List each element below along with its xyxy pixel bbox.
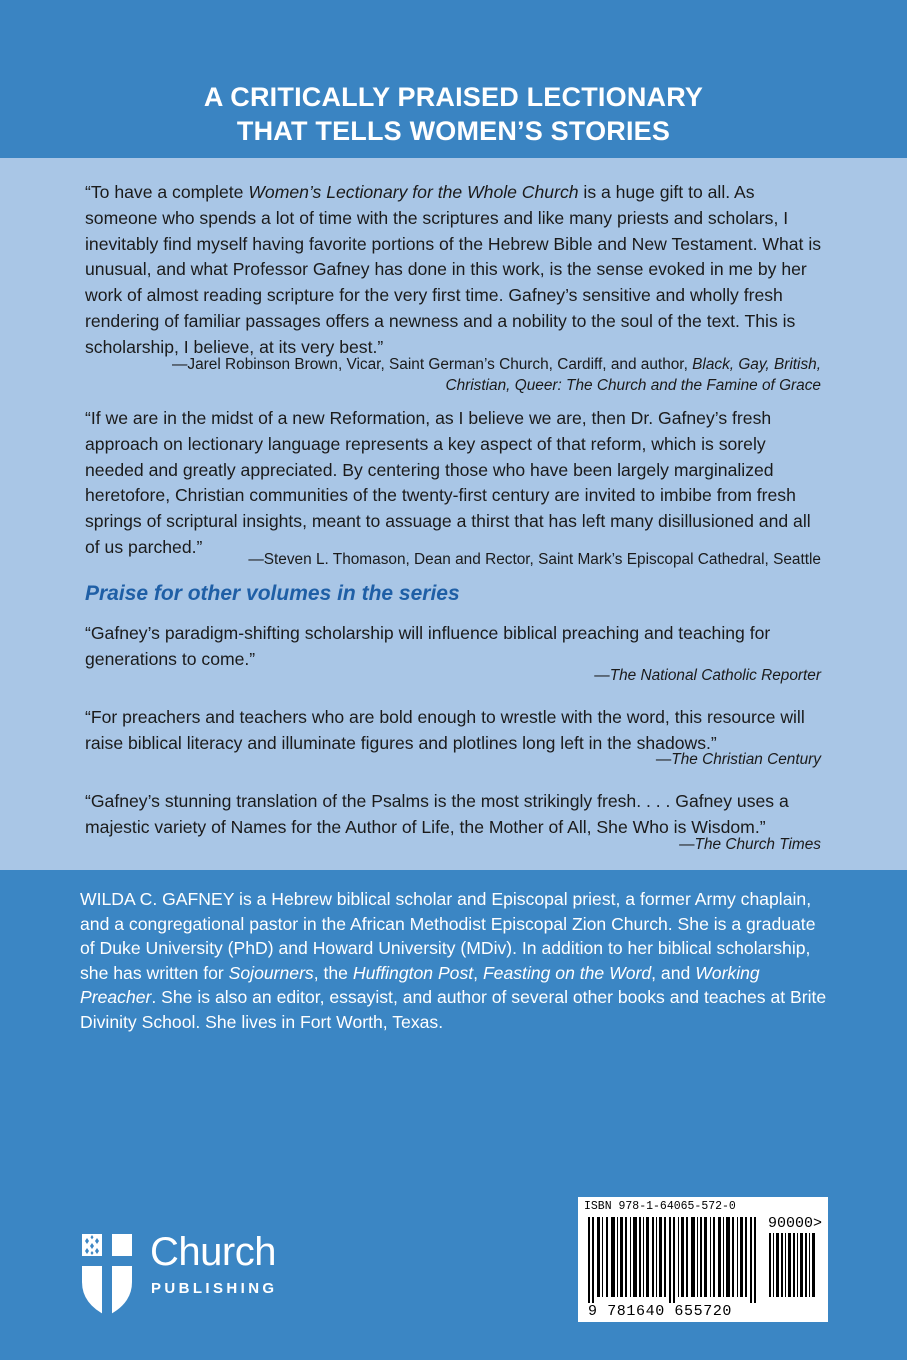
series-quote-1-dash: —: [594, 667, 610, 684]
quote-1: [85, 180, 825, 361]
bio-italic-2: Huffington Post: [352, 962, 474, 983]
bio-italic-3: Feasting on the Word: [482, 962, 652, 983]
series-quote-2-source: The Christian Century: [671, 751, 821, 768]
episcopal-shield-icon: [80, 1232, 134, 1318]
series-quote-1-source: The National Catholic Reporter: [609, 667, 821, 684]
headline-line-2: THAT TELLS WOMEN’S STORIES: [236, 116, 671, 146]
series-quote-3-source: The Church Times: [694, 836, 821, 853]
headline-line-1: A CRITICALLY PRAISED LECTIONARY: [203, 82, 704, 112]
price-barcode-bars: [768, 1233, 820, 1297]
quote-1-attribution-book-a: Black, Gay, British,: [692, 356, 821, 373]
price-marker: >: [813, 1215, 823, 1232]
bio-italic-1: Sojourners: [228, 962, 314, 983]
isbn-text: ISBN 978-1-64065-572-0: [584, 1200, 736, 1213]
series-quote-3-dash: —: [679, 836, 695, 853]
series-quote-2-dash: —: [655, 751, 672, 768]
series-quote-3: “Gafney’s stunning translation of the Psalms is the most strikingly fresh. . . . Gafney uses a majestic variety of Names for the Author of Life, the Mother of All, She Who is Wisdom.”: [85, 791, 789, 837]
quote-1-book-title: Women’s Lectionary for the Whole Church: [248, 182, 579, 202]
price-code: [768, 1215, 822, 1232]
quote-1-attribution: [85, 354, 821, 396]
headline: [0, 80, 907, 148]
series-quote-3-attribution: [85, 834, 821, 855]
quote-1-text-start: “To have a complete: [85, 182, 249, 202]
isbn-barcode: [578, 1197, 828, 1322]
bio-text-1: WILDA C. GAFNEY is a Hebrew biblical scholar and Episcopal priest, a former Army chaplain, and a congregational pastor in the African Methodist Episcopal Zion Church. She is a graduate of Duke University (PhD) and Howard University (MDiv). In addition to her biblical scholarship, she has written for: [80, 889, 816, 983]
series-quote-1: “Gafney’s paradigm-shifting scholarship will influence biblical preaching and teaching for generations to come.”: [85, 623, 771, 669]
publisher-name: Church: [150, 1230, 276, 1274]
ean-barcode-bars: [584, 1217, 764, 1303]
series-quote-1-attribution: [85, 665, 821, 686]
bio-text-5: . She is also an editor, essayist, and author of several other books and teaches at Brite Divinity School. She lives in Fort Worth, Texas.: [80, 987, 827, 1032]
ean-digits: 9 781640 655720: [588, 1303, 733, 1320]
bio-italic-4: Working Preacher: [80, 962, 760, 1008]
price-code-digits: 90000: [768, 1215, 814, 1232]
series-quote-2-attribution: [85, 749, 821, 770]
bio-text-4: , and: [651, 962, 696, 983]
quote-1-attribution-author: —Jarel Robinson Brown, Vicar, Saint German’s Church, Cardiff, and author,: [172, 356, 693, 373]
bio-text-2: , the: [313, 962, 353, 983]
quote-1-attribution-book-b: Christian, Queer: The Church and the Famine of Grace: [445, 377, 821, 394]
bio-text-3: ,: [473, 962, 483, 983]
quote-2-attribution: —Steven L. Thomason, Dean and Rector, Saint Mark’s Episcopal Cathedral, Seattle: [248, 551, 821, 568]
publisher-subtitle: PUBLISHING: [151, 1280, 278, 1297]
series-section-title: Praise for other volumes in the series: [85, 582, 460, 605]
quote-2: “If we are in the midst of a new Reformation, as I believe we are, then Dr. Gafney’s fresh approach on lectionary language represents a key aspect of that reform, which is sorely needed and greatly appreciated. By centering those who have been largely marginalized heretofore, Christian communities of the twenty-first century are invited to imbibe from fresh springs of scriptural insights, meant to assuage a thirst that has left many disillusioned and all of us parched.”: [85, 408, 811, 557]
quote-1-text-end: is a huge gift to all. As someone who spends a lot of time with the scriptures and like many priests and scholars, I inevitably find myself having favorite portions of the Hebrew Bible and New Testament. What is unusual, and what Professor Gafney has done in this work, is the sense evoked in me by her work of almost reading scripture for the very first time. Gafney’s sensitive and wholly fresh rendering of familiar passages offers a newness and a nobility to the soul of the text. This is scholarship, I believe, at its very best.”: [85, 182, 822, 357]
praise-panel: [0, 158, 907, 870]
author-bio: [80, 887, 830, 1035]
series-quote-2: “For preachers and teachers who are bold enough to wrestle with the word, this resource will raise biblical literacy and illuminate figures and plotlines long left in the shadows.”: [85, 707, 805, 753]
